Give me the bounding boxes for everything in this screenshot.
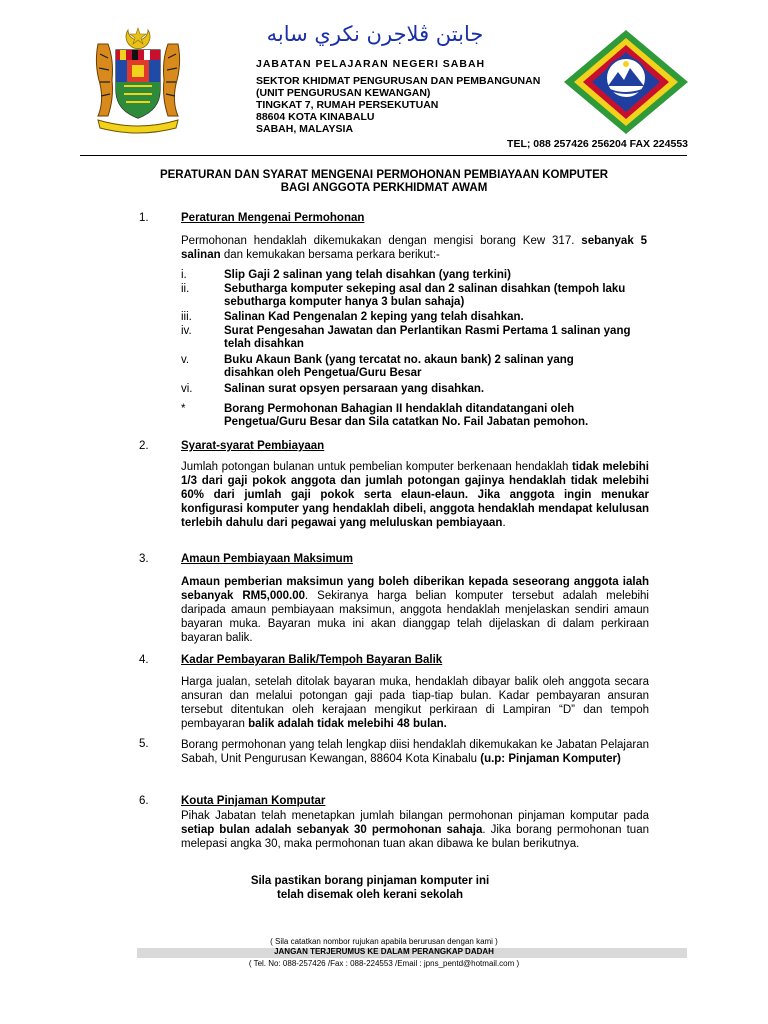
section-2-number: 2. <box>139 440 149 452</box>
address-line-3: TINGKAT 7, RUMAH PERSEKUTUAN <box>256 99 439 111</box>
list-item: Sebutharga komputer sekeping asal dan 2 salinan disahkan (tempoh laku sebutharga komputer hanya 3 bulan sahaja) <box>224 283 626 308</box>
section-2-text: Jumlah potongan bulanan untuk pembelian komputer berkenaan hendaklah tidak melebihi 1/3 dari gaji pokok anggota dan jumlah potongan gajinya hendaklah tidak melebihi 60% dari jumlah gaji pokok serta elaun-elaun. Jika anggota ingin menukar konfigurasi komputer yang hendaklah dibeli, anggota hendaklah mendapat kelulusan terlebih dahulu dari pegawai yang meluluskan pembiayaan. <box>181 461 649 529</box>
section-3-text: Amaun pemberian maksimun yang boleh diberikan kepada seseorang anggota ialah sebanyak RM5,000.00. Sekiranya harga belian komputer tersebut adalah melebihi daripada amaun pembiayaan maksimun, anggota hendaklah menjelaskan sendiri amaun bayaran muka. Bayaran muka ini akan dianggap telah dijelaskan di dalam perkiraan bayaran balik. <box>181 576 649 644</box>
list-item-marker: * <box>181 403 186 415</box>
list-item-marker: iv. <box>181 325 192 337</box>
section-4-text: Harga jualan, setelah ditolak bayaran muka, hendaklah dibayar balik oleh anggota secara ansuran dan melalui potongan gaji pada tiap-tiap bulan. Kadar pembayaran ansuran tersebut ditentukan oleh kerajaan mengikut perkiraan di Lampiran “D” dan tempoh pembayaran balik adalah tidak melebihi 48 bulan. <box>181 676 649 730</box>
document-title-line-2: BAGI ANGGOTA PERKHIDMAT AWAM <box>280 182 488 194</box>
section-5-text: Borang permohonan yang telah lengkap diisi hendaklah dikemukakan ke Jabatan Pelajaran Sabah, Unit Pengurusan Kewangan, 88604 Kota Kinabalu (u.p: Pinjaman Komputer) <box>181 739 649 765</box>
reminder-line-1: Sila pastikan borang pinjaman komputer ini <box>250 875 490 887</box>
list-item-marker: ii. <box>181 283 190 295</box>
document-title-line-1: PERATURAN DAN SYARAT MENGENAI PERMOHONAN PEMBIAYAAN KOMPUTER <box>159 169 609 181</box>
list-item: Salinan Kad Pengenalan 2 keping yang telah disahkan. <box>224 311 524 323</box>
list-item: Borang Permohonan Bahagian II hendaklah ditandatangani oleh Pengetua/Guru Besar dan Sila catatkan No. Fail Jabatan pemohon. <box>224 403 589 428</box>
address-line-2: (UNIT PENGURUSAN KEWANGAN) <box>256 87 431 99</box>
footer-slogan: JANGAN TERJERUMUS KE DALAM PERANGKAP DADAH <box>274 947 494 956</box>
section-4-heading: Kadar Pembayaran Balik/Tempoh Bayaran Balik <box>181 654 443 666</box>
section-6-text: Pihak Jabatan telah menetapkan jumlah bilangan permohonan pinjaman komputar pada setiap bulan adalah sebanyak 30 permohonan sahaja. Jika borang permohonan tuan melepasi angka 30, maka permohonan tuan akan dibawa ke bulan berikutnya. <box>181 810 649 850</box>
section-1-number: 1. <box>139 212 149 224</box>
list-item: Salinan surat opsyen persaraan yang disahkan. <box>224 383 485 395</box>
list-item-marker: vi. <box>181 383 193 395</box>
coat-of-arms-logo <box>92 24 184 136</box>
phone-fax: TEL; 088 257426 256204 FAX 224553 <box>507 138 688 150</box>
list-item: Surat Pengesahan Jawatan dan Perlantikan Rasmi Pertama 1 salinan yang telah disahkan <box>224 325 631 350</box>
address-line-4: 88604 KOTA KINABALU <box>256 111 375 123</box>
address-line-5: SABAH, MALAYSIA <box>256 123 354 135</box>
list-item-marker: iii. <box>181 311 192 323</box>
section-6-number: 6. <box>139 795 149 807</box>
section-4-number: 4. <box>139 654 149 666</box>
section-5-number: 5. <box>139 738 149 750</box>
list-item: Slip Gaji 2 salinan yang telah disahkan (yang terkini) <box>224 269 511 281</box>
list-item-marker: i. <box>181 269 187 281</box>
footer-reference-note: ( Sila catatkan nombor rujukan apabila berurusan dengan kami ) <box>270 937 498 946</box>
footer-contact: ( Tel. No: 088-257426 /Fax : 088-224553 /Email : jpns_pentd@hotmail.com ) <box>248 959 520 968</box>
department-logo <box>562 28 690 136</box>
address-line-1: SEKTOR KHIDMAT PENGURUSAN DAN PEMBANGUNAN <box>256 75 541 87</box>
section-3-heading: Amaun Pembiayaan Maksimum <box>181 553 353 565</box>
header-divider <box>80 155 687 156</box>
list-item: Buku Akaun Bank (yang tercatat no. akaun bank) 2 salinan yang disahkan oleh Pengetua/Guru Besar <box>224 354 574 379</box>
section-1-heading: Peraturan Mengenai Permohonan <box>181 212 365 224</box>
list-item-marker: v. <box>181 354 190 366</box>
section-1-intro: Permohonan hendaklah dikemukakan dengan mengisi borang Kew 317. sebanyak 5 salinan dan kemukakan bersama perkara berikut:- <box>181 235 647 261</box>
jawi-department-name: جابتن ڤلاجرن نكري سابه <box>266 22 484 46</box>
reminder-line-2: telah disemak oleh kerani sekolah <box>277 889 463 901</box>
section-3-number: 3. <box>139 553 149 565</box>
org-name: JABATAN PELAJARAN NEGERI SABAH <box>256 58 486 70</box>
section-6-heading: Kouta Pinjaman Komputar <box>181 795 326 807</box>
reminder-note <box>180 874 560 902</box>
section-2-heading: Syarat-syarat Pembiayaan <box>181 440 325 452</box>
